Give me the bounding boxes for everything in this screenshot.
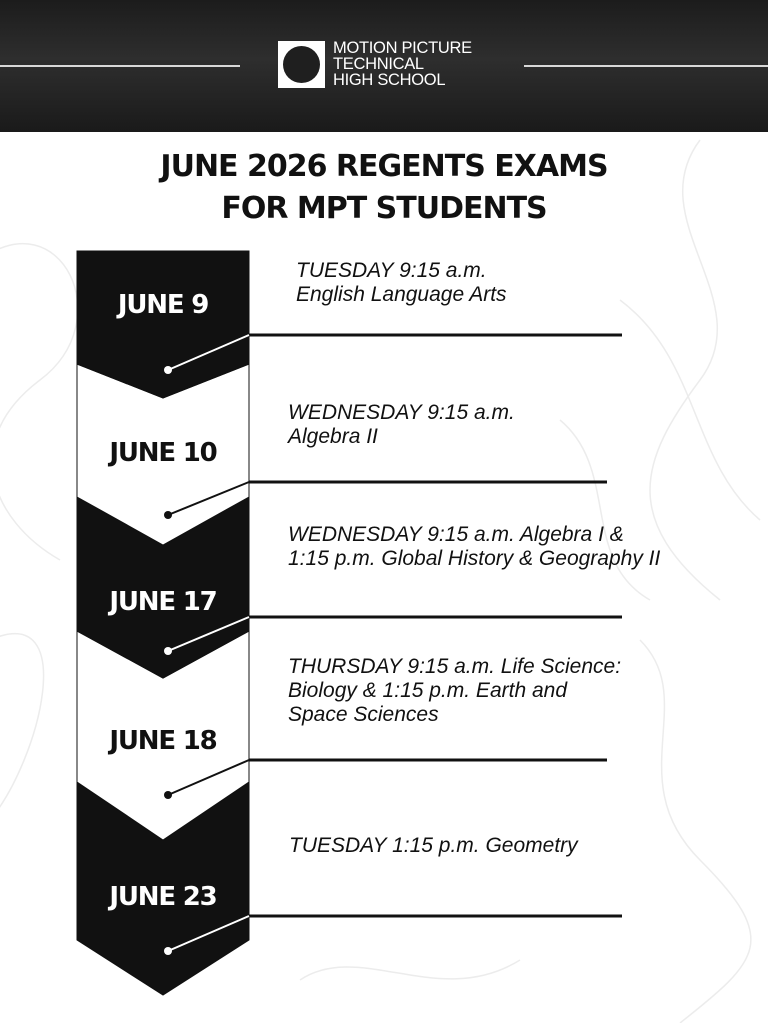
school-name-line: TECHNICAL <box>333 55 424 73</box>
exam-details <box>288 655 621 727</box>
exam-details <box>296 259 507 307</box>
title-line-2: FOR MPT STUDENTS <box>221 191 547 226</box>
exam-detail-line: WEDNESDAY 9:15 a.m. Algebra I & <box>288 523 624 546</box>
school-name-line: MOTION PICTURE <box>333 39 472 57</box>
connector-dot <box>164 511 172 519</box>
exam-detail-line: TUESDAY 9:15 a.m. <box>296 259 487 282</box>
connector-dot <box>164 947 172 955</box>
exam-details <box>289 834 578 858</box>
exam-date-label: JUNE 9 <box>117 290 209 320</box>
exam-details <box>288 401 515 449</box>
school-name-line: HIGH SCHOOL <box>333 71 446 89</box>
connector-dot <box>164 791 172 799</box>
exam-detail-line: English Language Arts <box>296 283 507 306</box>
title-line-1: JUNE 2026 REGENTS EXAMS <box>160 149 608 184</box>
exam-date-label: JUNE 23 <box>109 882 217 912</box>
connector-dot <box>164 366 172 374</box>
exam-detail-line: WEDNESDAY 9:15 a.m. <box>288 401 515 424</box>
exam-date-label: JUNE 17 <box>109 587 217 617</box>
connector-dot <box>164 647 172 655</box>
exam-detail-line: Space Sciences <box>288 703 439 726</box>
exam-detail-line: 1:15 p.m. Global History & Geography II <box>288 547 661 570</box>
exam-detail-line: Biology & 1:15 p.m. Earth and <box>288 679 567 702</box>
exam-date-label: JUNE 10 <box>109 438 217 468</box>
exam-date-label: JUNE 18 <box>109 726 217 756</box>
exam-detail-line: TUESDAY 1:15 p.m. Geometry <box>289 834 578 857</box>
exam-detail-line: Algebra II <box>288 425 378 448</box>
exam-details <box>288 523 660 571</box>
exam-detail-line: THURSDAY 9:15 a.m. Life Science: <box>288 655 622 678</box>
